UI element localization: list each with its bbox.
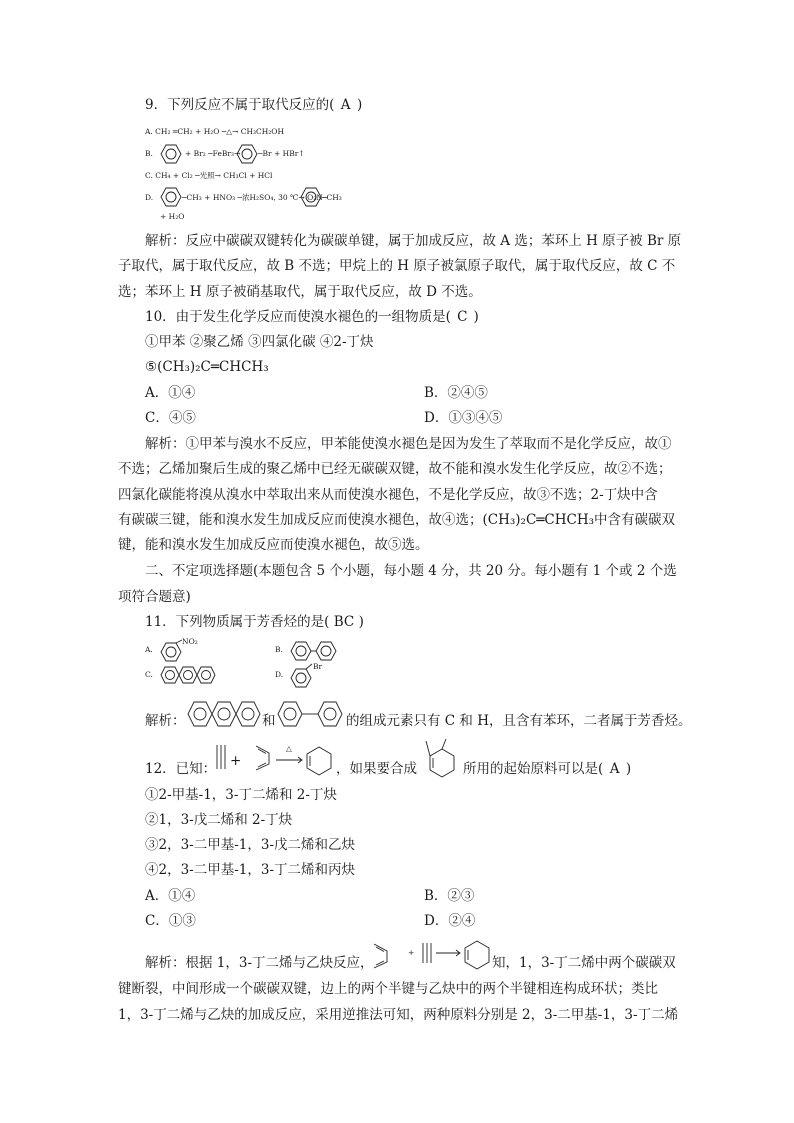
q9-option-d-water: + H₂O — [160, 212, 185, 221]
q10-analysis-line-1: 解析：①甲苯与溴水不反应，甲苯能使溴水褪色是因为发生了萃取而不是化学反应，故① — [145, 436, 672, 452]
q12-butadiene-icon — [254, 744, 274, 772]
q12-alkyne-icon — [216, 744, 226, 770]
q11-stem — [145, 613, 364, 631]
q10-item-5: ⑤(CH₃)₂C═CHCH₃ — [145, 359, 269, 375]
q10-items: ①甲苯 ②聚乙烯 ③四氯化碳 ④2-丁炔 — [145, 334, 374, 350]
q9-d-nitrotoluene-icon — [300, 187, 322, 207]
q11-option-a-group: NO₂ — [182, 637, 198, 646]
q9-analysis-line-3: 选；苯环上 H 原子被硝基取代，属于取代反应，故 D 不选。 — [118, 284, 482, 300]
q11-option-b-label: B. — [275, 645, 283, 654]
q9-option-b-mid: + Br₂ ─FeBr₃→ — [185, 149, 241, 158]
q12-stem-pre: 12．已知： — [145, 761, 217, 777]
q12-analysis-post: 知，1，3-丁二烯中两个碳碳双 — [492, 955, 676, 971]
q12-condition-heat: △ — [286, 744, 292, 753]
q9-option-d-mid: ─CH₃ + HNO₃ ─浓H₂SO₄, 30 ℃→ O₂N─ — [182, 193, 328, 202]
q12-item-1: ①2-甲基-1，3-丁二烯和 2-丁炔 — [145, 787, 337, 803]
q12-stem-mid: ，如果要合成 — [336, 761, 417, 777]
q9-b-bromobenzene-icon — [236, 144, 258, 164]
q11-analysis-pre: 解析： — [145, 713, 186, 729]
q12-cyclohexene-icon — [306, 746, 332, 776]
q9-answer: A — [340, 97, 351, 113]
q11-option-a-label: A. — [145, 645, 153, 654]
q9-option-d-end: ─CH₃ — [322, 193, 342, 202]
q9-close: ) — [356, 97, 363, 113]
q11-analysis-anthracene-icon — [188, 699, 260, 729]
q12-target-dimethylcyclohexene-icon — [425, 737, 459, 781]
q11-option-d-group: Br — [313, 662, 323, 671]
q11-answer: BC — [333, 614, 355, 630]
q11-c-anthracene-icon — [160, 664, 218, 686]
q10-option-c: C．④⑤ — [145, 410, 196, 426]
q12-answer: A — [609, 761, 620, 777]
q11-stem-text: 11．下列物质属于芳香烃的是( — [145, 614, 330, 630]
q9-option-b-label: B. — [145, 149, 153, 158]
q10-analysis-line-3: 四氯化碳能将溴从溴水中萃取出来从而使溴水褪色，不是化学反应，故③不选；2-丁炔中含 — [118, 487, 658, 503]
q12-item-3: ③2，3-二甲基-1，3-戊二烯和乙炔 — [145, 837, 356, 853]
q10-analysis-line-4: 有碳碳三键，能和溴水发生加成反应而使溴水褪色，故④选；(CH₃)₂C═CHCH₃中含有碳碳双 — [118, 512, 676, 528]
q9-stem-text: 9．下列反应不属于取代反应的( — [145, 97, 335, 113]
q12-option-d: D．②④ — [424, 913, 476, 929]
q11-analysis-biphenyl-icon — [278, 699, 342, 729]
q12-analysis-line-2: 键断裂，中间形成一个碳碳双键，边上的两个半键与乙炔中的两个半键相连构成环状；类比 — [118, 981, 658, 997]
q9-analysis-line-1: 解析：反应中碳碳双键转化为碳碳单键，属于加成反应，故 A 选；苯环上 H 原子被 Br 原 — [145, 233, 682, 249]
q12-stem-post-text: 所用的起始原料可以是( — [463, 761, 604, 777]
q10-option-b: B．②④⑤ — [424, 385, 488, 401]
q9-option-c: C. CH₄ + Cl₂ ─光照→ CH₃Cl + HCl — [145, 171, 273, 180]
q11-close: ) — [358, 614, 364, 630]
q12-item-2: ②1，3-戊二烯和 2-丁炔 — [145, 812, 293, 828]
q9-option-b-product: ─Br + HBr↑ — [258, 149, 305, 158]
q9-option-d-label: D. — [145, 193, 154, 202]
q12-option-b: B．②③ — [424, 888, 475, 904]
q12-analysis-line-3: 1，3-丁二烯与乙炔的加成反应，采用逆推法可知，两种原料分别是 2，3-二甲基-1，3-丁二烯 — [118, 1007, 679, 1023]
q10-answer: C — [457, 309, 468, 325]
section-2-title-line-2: 项符合题意) — [118, 589, 191, 605]
q10-analysis-line-5: 键，能和溴水发生加成反应而使溴水褪色，故⑤选。 — [118, 537, 429, 553]
q10-analysis-line-2: 不选；乙烯加聚后生成的聚乙烯中已经无碳碳双键，故不能和溴水发生化学反应，故②不选； — [118, 461, 672, 477]
q11-option-d-label: D. — [275, 670, 284, 679]
q11-b-biphenyl-icon — [290, 640, 338, 662]
q9-b-benzene-icon — [160, 144, 182, 164]
q12-analysis-pre: 解析：根据 1，3-丁二烯与乙炔反应， — [145, 955, 374, 971]
q10-close: ) — [473, 309, 479, 325]
q9-option-a: A. CH₂ ═CH₂ + H₂O ─△→ CH₃CH₂OH — [145, 127, 284, 136]
q12-close: ) — [625, 761, 632, 777]
q10-option-d: D．①③④⑤ — [424, 410, 503, 426]
q9-analysis-line-2: 子取代，属于取代反应，故 B 不选；甲烷上的 H 原子被氯原子取代，属于取代反应，故 C 不 — [118, 258, 676, 274]
section-2-title-line-1: 二、不定项选择题(本题包含 5 个小题，每小题 4 分，共 20 分。每小题有 1 个或 2 个选 — [145, 563, 677, 579]
q9-d-toluene-icon — [160, 187, 182, 207]
q12-analysis-plus: + — [408, 948, 415, 957]
q12-option-c: C．①③ — [145, 913, 196, 929]
q12-stem-plus: + — [230, 753, 242, 769]
q12-analysis-arrow — [436, 950, 462, 956]
q12-analysis-cyclohexene-icon — [464, 940, 490, 970]
q12-stem-post — [463, 760, 631, 778]
q12-analysis-butadiene-icon — [372, 942, 392, 970]
q12-option-a: A．①④ — [145, 888, 196, 904]
q12-reaction-arrow — [276, 757, 304, 763]
q10-stem-text: 10．由于发生化学反应而使溴水褪色的一组物质是( — [145, 309, 451, 325]
q9-stem — [145, 96, 362, 114]
q10-stem — [145, 308, 479, 326]
q11-analysis-and: 和 — [262, 713, 276, 729]
q12-analysis-alkyne-icon — [422, 942, 432, 964]
q11-option-c-label: C. — [145, 670, 153, 679]
q11-analysis-post: 的组成元素只有 C 和 H，且含有苯环，二者属于芳香烃。 — [346, 713, 692, 729]
q10-option-a: A．①④ — [145, 385, 196, 401]
q12-item-4: ④2，3-二甲基-1，3-丁二烯和丙炔 — [145, 862, 356, 878]
